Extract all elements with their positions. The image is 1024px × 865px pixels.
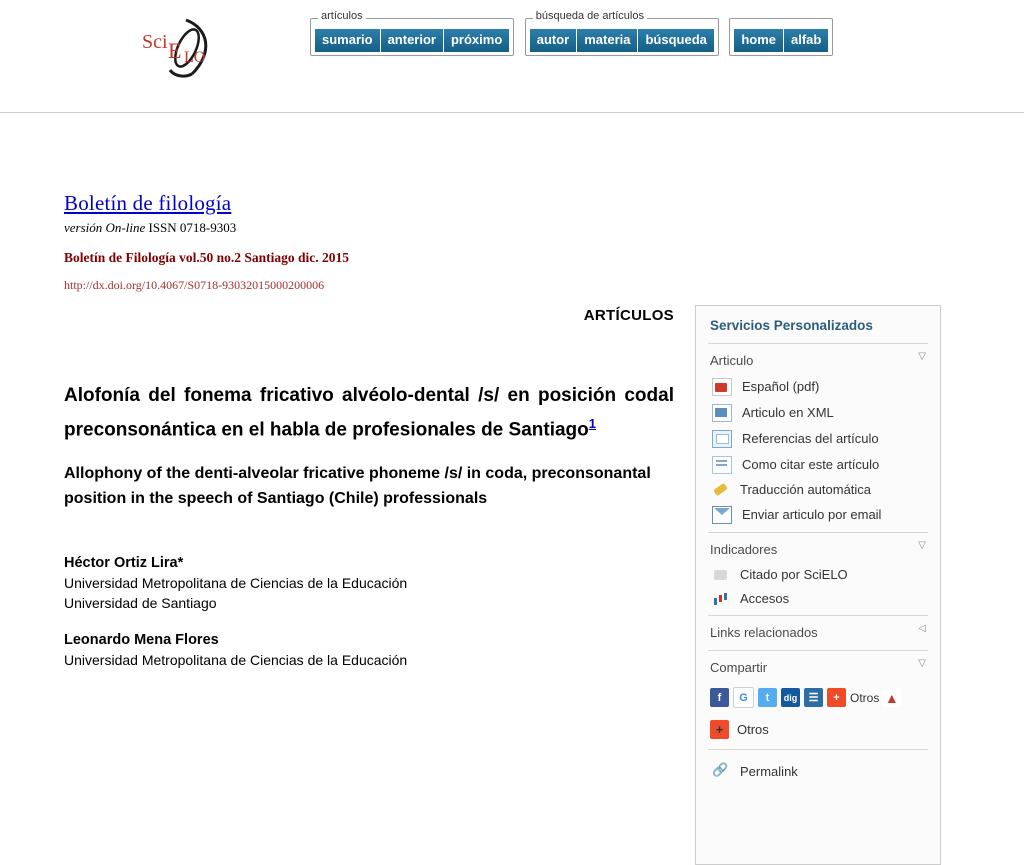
sidebar-section-indicadores-head[interactable]: Indicadores — [710, 542, 778, 557]
sidebar-item-label: Referencias del artículo — [742, 431, 879, 446]
sidebar-item-articulo-xml[interactable] — [708, 400, 928, 426]
sidebar-item-label: Enviar articulo por email — [742, 507, 882, 522]
nav-group-busqueda — [525, 10, 719, 56]
sidebar-item-traduccion[interactable] — [708, 478, 928, 502]
doi-link[interactable]: http://dx.doi.org/10.4067/S0718-93032015000200006 — [64, 278, 325, 292]
xml-icon — [712, 404, 732, 422]
sidebar-item-label: Traducción automática — [740, 482, 872, 497]
journal-title-link[interactable]: Boletín de filología — [64, 191, 232, 215]
share-buttons-row — [708, 681, 928, 712]
nav-group-home — [729, 18, 833, 56]
cite-icon — [712, 456, 732, 474]
chevron-down-icon[interactable]: ▽ — [918, 658, 926, 669]
plus-icon[interactable]: + — [827, 688, 846, 707]
author-affiliation: Universidad Metropolitana de Ciencias de la Educación — [64, 575, 408, 592]
link-icon — [712, 764, 730, 780]
sidebar-item-como-citar[interactable] — [708, 452, 928, 478]
journal-issn — [64, 220, 674, 236]
nav-group-articulos-legend: artículos — [318, 10, 366, 22]
sidebar-item-referencias[interactable] — [708, 426, 928, 452]
sidebar-item-espanol-pdf[interactable] — [708, 374, 928, 400]
nav-button-busqueda[interactable]: búsqueda — [638, 29, 713, 52]
translate-icon — [712, 482, 730, 498]
nav-button-autor[interactable]: autor — [530, 29, 578, 52]
nav-button-alfab[interactable]: alfab — [784, 29, 828, 52]
email-icon — [712, 506, 732, 524]
services-sidebar — [695, 305, 941, 865]
svg-text:E: E — [168, 38, 182, 63]
mendeley-icon[interactable]: ▲ — [882, 688, 901, 707]
digg-icon[interactable]: dig — [781, 688, 800, 707]
authors-block — [64, 553, 674, 670]
article-title-es-text: Alofonía del fonema fricativo alvéolo-dental /s/ en posición codal preconsonántica en el habla de profesionales de Santiago — [64, 385, 674, 441]
cited-by-icon — [712, 567, 730, 583]
nav-button-sumario[interactable]: sumario — [315, 29, 381, 52]
sidebar-item-citado-por-scielo[interactable] — [708, 563, 928, 587]
sidebar-section-articulo — [708, 343, 928, 532]
top-navigation — [310, 10, 839, 56]
sidebar-title: Servicios Personalizados — [710, 318, 873, 333]
article-block — [64, 191, 674, 670]
svg-text:LO: LO — [184, 49, 206, 66]
author-name: Héctor Ortiz Lira* — [64, 555, 184, 572]
sidebar-section-indicadores — [708, 532, 928, 615]
sidebar-item-label: Como citar este artículo — [742, 457, 880, 472]
pdf-icon — [712, 378, 732, 396]
version-label: versión On-line — [64, 220, 146, 235]
sidebar-item-accesos[interactable] — [708, 587, 928, 611]
sidebar-item-permalink[interactable] — [708, 760, 928, 784]
linkedin-icon[interactable]: ☰ — [804, 688, 823, 707]
share-more-label[interactable]: Otros — [850, 690, 880, 705]
nav-group-busqueda-legend: búsqueda de artículos — [533, 10, 647, 22]
otros-label: Otros — [737, 722, 769, 737]
plus-icon[interactable]: + — [710, 720, 729, 739]
nav-group-articulos — [310, 10, 514, 56]
twitter-icon[interactable]: t — [758, 688, 777, 707]
sidebar-item-label: Articulo en XML — [742, 405, 834, 420]
nav-button-home[interactable]: home — [734, 29, 784, 52]
author-entry — [64, 630, 674, 670]
issn-value: ISSN 0718-9303 — [148, 220, 237, 235]
chevron-left-icon[interactable]: ◁ — [918, 623, 926, 634]
nav-button-anterior[interactable]: anterior — [381, 29, 444, 52]
sidebar-item-label: Citado por SciELO — [740, 567, 848, 582]
sidebar-section-links-relacionados — [708, 615, 928, 650]
chevron-down-icon[interactable]: ▽ — [918, 540, 926, 551]
site-header — [0, 0, 1024, 113]
issue-line: Boletín de Filología vol.50 no.2 Santiago dic. 2015 — [64, 250, 350, 265]
sidebar-section-links-head[interactable]: Links relacionados — [710, 625, 818, 640]
sidebar-section-articulo-head[interactable]: Articulo — [710, 353, 754, 368]
sidebar-item-label: Accesos — [740, 591, 790, 606]
nav-button-materia[interactable]: materia — [577, 29, 638, 52]
google-icon[interactable]: G — [733, 687, 754, 708]
author-entry — [64, 553, 674, 613]
author-affiliation: Universidad de Santiago — [64, 595, 217, 612]
facebook-icon[interactable]: f — [710, 688, 729, 707]
footnote-marker[interactable]: 1 — [588, 416, 596, 431]
otros-row[interactable] — [708, 712, 928, 745]
sidebar-section-permalink — [708, 749, 928, 794]
svg-text:Sci: Sci — [142, 31, 168, 53]
chevron-down-icon[interactable]: ▽ — [918, 351, 926, 362]
nav-button-proximo[interactable]: próximo — [444, 29, 509, 52]
access-chart-icon — [712, 591, 730, 607]
author-name: Leonardo Mena Flores — [64, 632, 219, 649]
sidebar-section-compartir-head[interactable]: Compartir — [710, 660, 768, 675]
article-title-es — [64, 382, 674, 444]
author-affiliation: Universidad Metropolitana de Ciencias de la Educación — [64, 652, 408, 669]
references-icon — [712, 430, 732, 448]
permalink-label: Permalink — [740, 764, 798, 779]
scielo-logo[interactable] — [140, 18, 236, 82]
article-title-en: Allophony of the denti-alveolar fricative phoneme /s/ in coda, preconsonantal position in the speech of Santiago (Chile) professionals — [64, 465, 651, 508]
sidebar-item-label: Español (pdf) — [742, 379, 820, 394]
sidebar-item-enviar-email[interactable] — [708, 502, 928, 528]
section-label: ARTÍCULOS — [583, 307, 674, 324]
sidebar-section-compartir — [708, 650, 928, 749]
